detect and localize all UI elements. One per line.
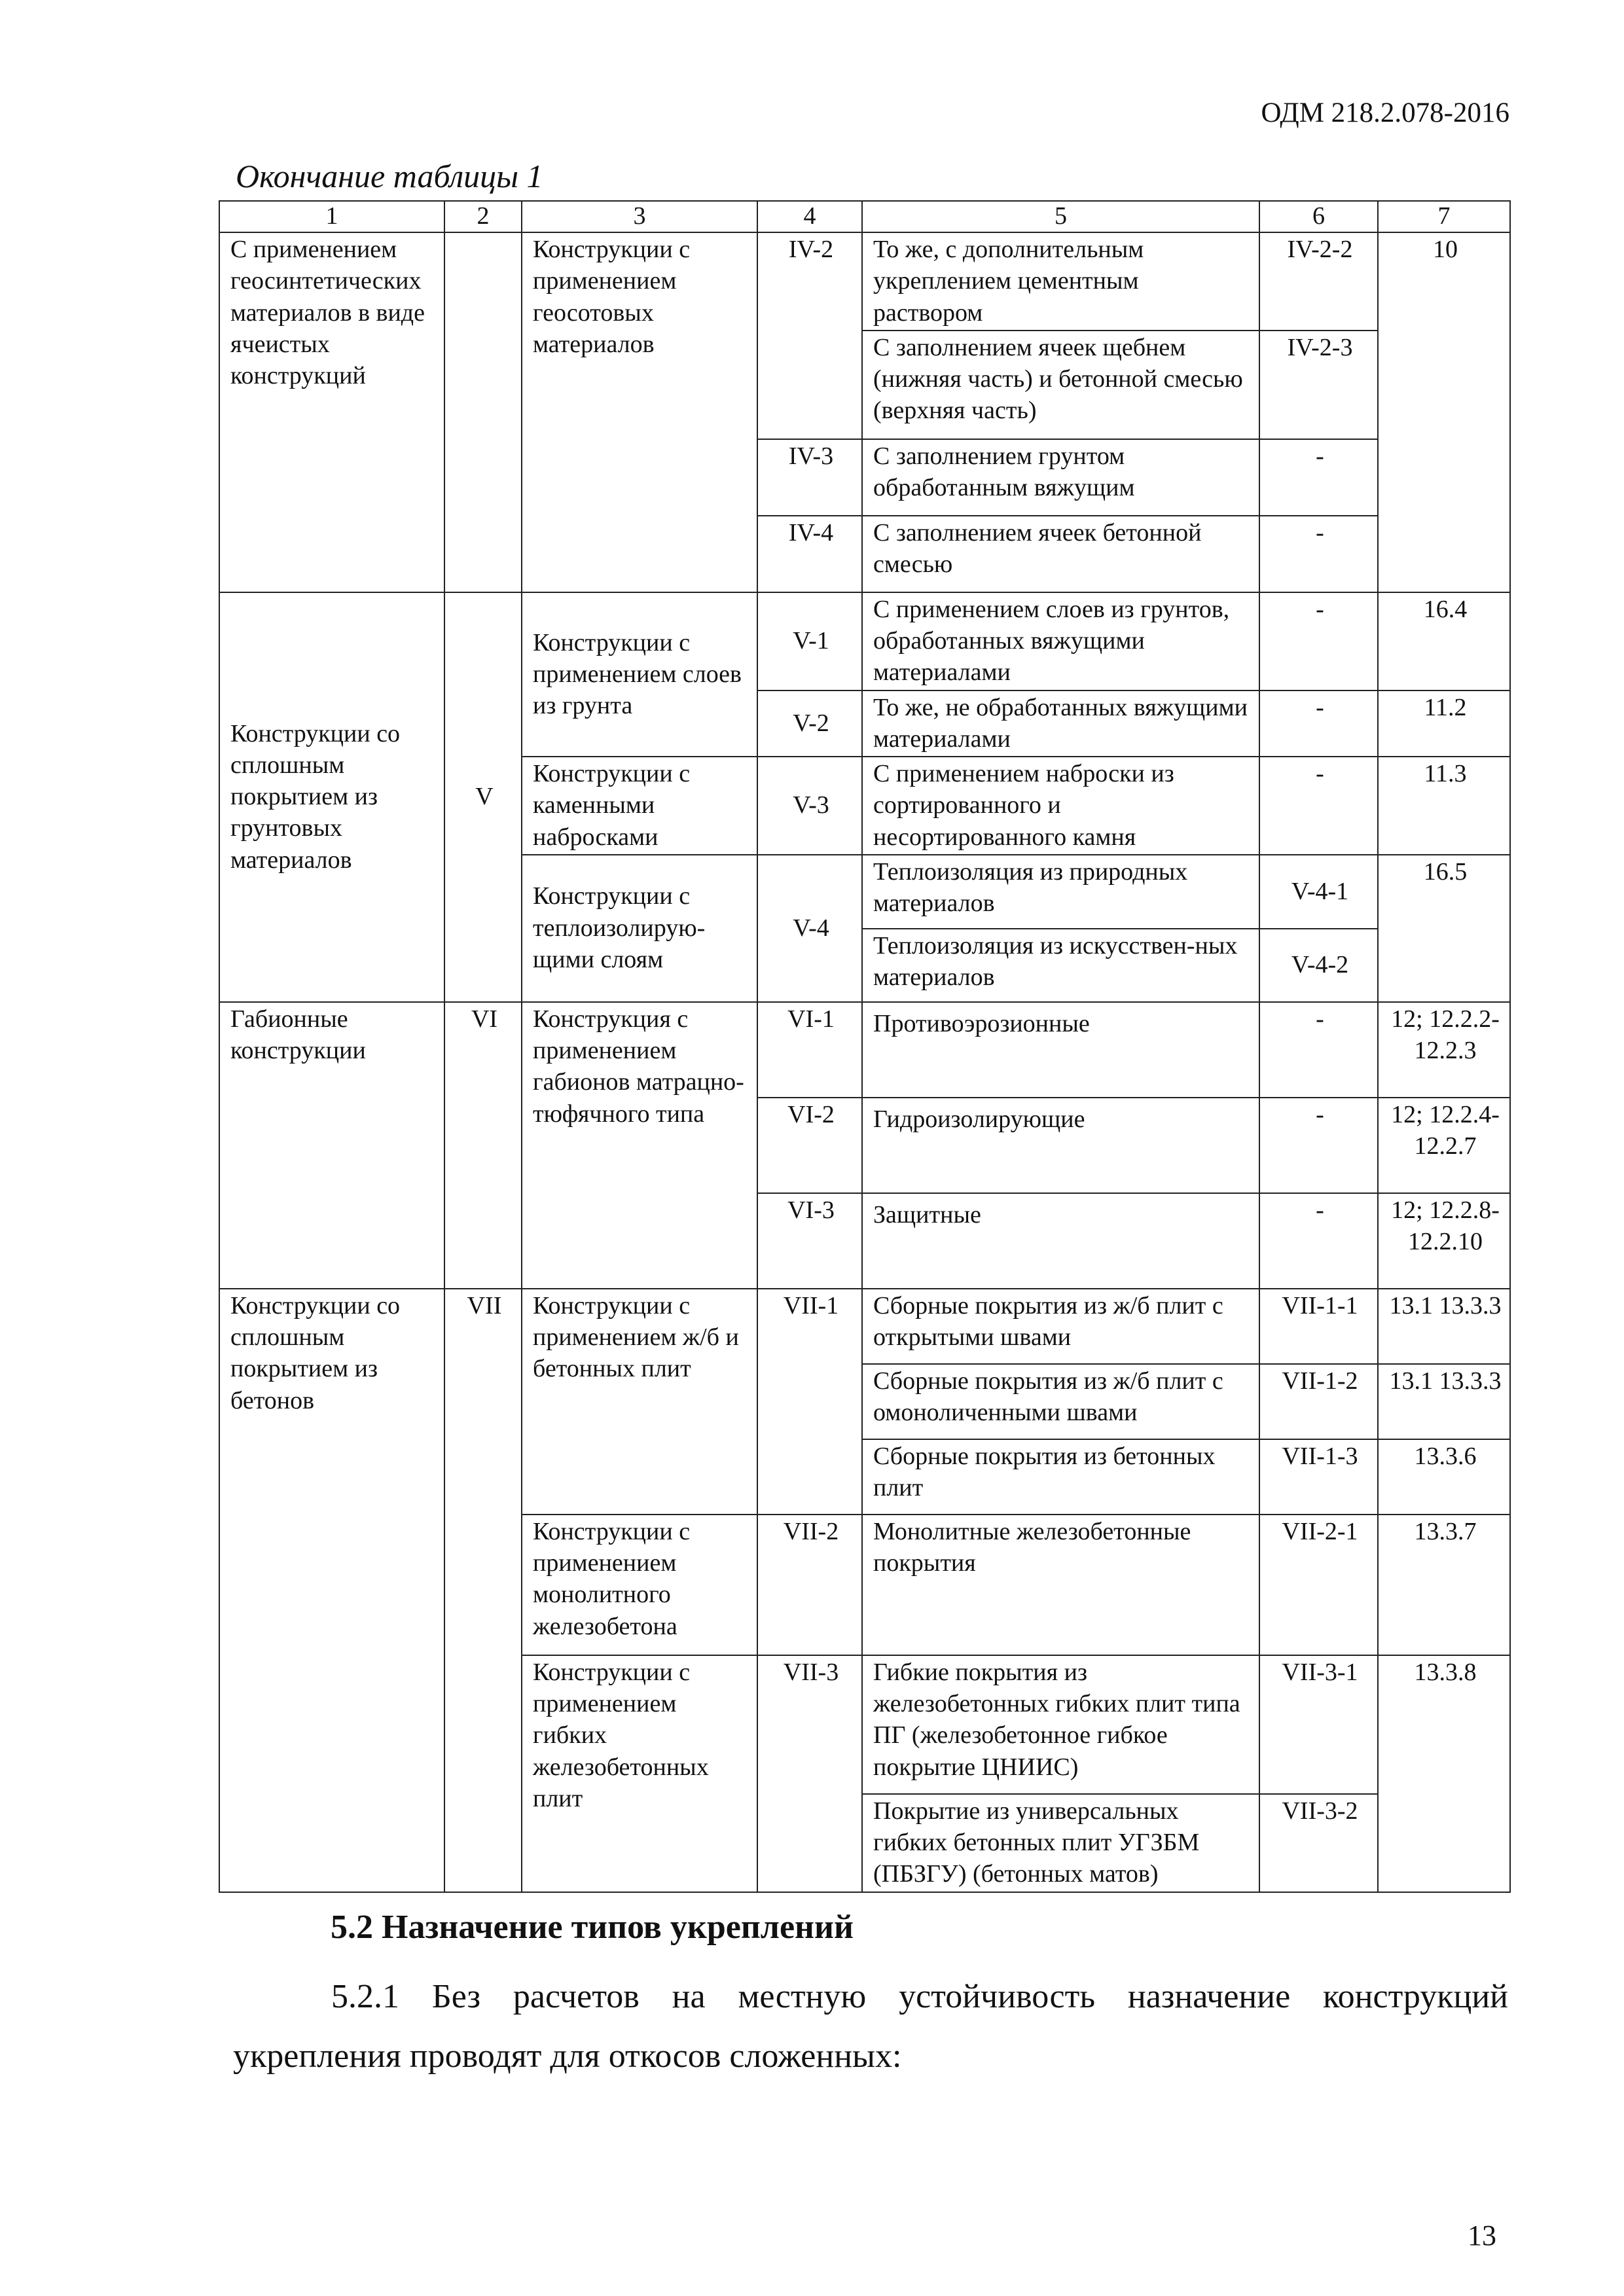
document-code: ОДМ 218.2.078-2016	[1261, 98, 1509, 128]
section-reference-cell: 11.3	[1378, 757, 1510, 855]
type-code-cell: VII-3	[757, 1655, 862, 1892]
description-cell: Теплоизоляция из искусствен-ных материалов	[862, 929, 1259, 1002]
section-reference-cell: 12; 12.2.4-12.2.7	[1378, 1098, 1510, 1193]
description-cell: Сборные покрытия из бетонных плит	[862, 1439, 1259, 1515]
group-number-cell	[444, 232, 522, 592]
section-reference-cell: 10	[1378, 232, 1510, 592]
column-number: 6	[1259, 201, 1378, 232]
subtype-code-cell: -	[1259, 516, 1378, 592]
type-code-cell: VII-2	[757, 1515, 862, 1655]
subtype-code-cell: -	[1259, 691, 1378, 757]
construction-kind-cell: Конструкции с каменными набросками	[522, 757, 757, 855]
description-cell: Теплоизоляция из природных материалов	[862, 855, 1259, 929]
column-number: 3	[522, 201, 757, 232]
subtype-code-cell: -	[1259, 592, 1378, 691]
subtype-code-cell: VII-1-1	[1259, 1289, 1378, 1364]
subtype-code-cell: VII-1-3	[1259, 1439, 1378, 1515]
group-number-cell: VI	[444, 1002, 522, 1289]
construction-kind-cell: Конструкции с применением гибких железобетонных плит	[522, 1655, 757, 1892]
section-reference-cell: 16.5	[1378, 855, 1510, 1002]
description-cell: Сборные покрытия из ж/б плит с омоноличенными швами	[862, 1364, 1259, 1439]
type-code-cell: IV-3	[757, 439, 862, 516]
subtype-code-cell: -	[1259, 1098, 1378, 1193]
type-code-cell: V-3	[757, 757, 862, 855]
type-code-cell: V-4	[757, 855, 862, 1002]
column-number: 5	[862, 201, 1259, 232]
section-heading: 5.2 Назначение типов укреплений	[331, 1909, 854, 1946]
subtype-code-cell: V-4-1	[1259, 855, 1378, 929]
section-reference-cell: 16.4	[1378, 592, 1510, 691]
construction-group-cell: Конструкции со сплошным покрытием из бетонов	[219, 1289, 444, 1892]
type-code-cell: V-2	[757, 691, 862, 757]
construction-group-cell: С применением геосинтетических материалов в виде ячеистых конструкций	[219, 232, 444, 592]
body-paragraph	[233, 1967, 1508, 2086]
description-cell: То же, не обработанных вяжущими материалами	[862, 691, 1259, 757]
paragraph-text: 5.2.1 Без расчетов на местную устойчивость назначение конструкций укрепления проводят для откосов сложенных:	[233, 1978, 1508, 2075]
page-number: 13	[1468, 2219, 1496, 2251]
column-number: 2	[444, 201, 522, 232]
type-code-cell: VII-1	[757, 1289, 862, 1515]
table-caption: Окончание таблицы 1	[236, 158, 543, 194]
description-cell: С заполнением ячеек бетонной смесью	[862, 516, 1259, 592]
type-code-cell: VI-2	[757, 1098, 862, 1193]
construction-group-cell: Конструкции со сплошным покрытием из грунтовых материалов	[219, 592, 444, 1002]
description-cell: То же, с дополнительным укреплением цементным раствором	[862, 232, 1259, 331]
classification-table	[219, 200, 1511, 1893]
subtype-code-cell: -	[1259, 1002, 1378, 1098]
subtype-code-cell: -	[1259, 1193, 1378, 1289]
subtype-code-cell: IV-2-3	[1259, 331, 1378, 439]
group-number-cell: V	[444, 592, 522, 1002]
section-reference-cell: 13.1 13.3.3	[1378, 1289, 1510, 1364]
description-cell: Гибкие покрытия из железобетонных гибких плит типа ПГ (железобетонное гибкое покрытие ЦНИИС)	[862, 1655, 1259, 1794]
section-reference-cell: 12; 12.2.2-12.2.3	[1378, 1002, 1510, 1098]
subtype-code-cell: -	[1259, 757, 1378, 855]
type-code-cell: V-1	[757, 592, 862, 691]
section-reference-cell: 11.2	[1378, 691, 1510, 757]
description-cell: С заполнением грунтом обработанным вяжущим	[862, 439, 1259, 516]
subtype-code-cell: VII-3-2	[1259, 1794, 1378, 1892]
description-cell: С применением наброски из сортированного и несортированного камня	[862, 757, 1259, 855]
column-number: 7	[1378, 201, 1510, 232]
table-row	[219, 1002, 1510, 1098]
construction-kind-cell: Конструкции с применением геосотовых материалов	[522, 232, 757, 592]
type-code-cell: IV-4	[757, 516, 862, 592]
description-cell: Покрытие из универсальных гибких бетонных плит УГЗБМ (ПБЗГУ) (бетонных матов)	[862, 1794, 1259, 1892]
table-row	[219, 232, 1510, 331]
column-number: 1	[219, 201, 444, 232]
subtype-code-cell: VII-1-2	[1259, 1364, 1378, 1439]
subtype-code-cell: VII-3-1	[1259, 1655, 1378, 1794]
description-cell: Противоэрозионные	[862, 1002, 1259, 1098]
column-number-row	[219, 201, 1510, 232]
group-number-cell: VII	[444, 1289, 522, 1892]
section-reference-cell: 12; 12.2.8-12.2.10	[1378, 1193, 1510, 1289]
subtype-code-cell: -	[1259, 439, 1378, 516]
construction-group-cell: Габионные конструкции	[219, 1002, 444, 1289]
construction-kind-cell: Конструкции с применением ж/б и бетонных плит	[522, 1289, 757, 1515]
type-code-cell: IV-2	[757, 232, 862, 439]
description-cell: Защитные	[862, 1193, 1259, 1289]
construction-kind-cell: Конструкции с применением слоев из грунта	[522, 592, 757, 757]
subtype-code-cell: IV-2-2	[1259, 232, 1378, 331]
table-row	[219, 592, 1510, 691]
description-cell: Гидроизолирующие	[862, 1098, 1259, 1193]
subtype-code-cell: V-4-2	[1259, 929, 1378, 1002]
table-row	[219, 1289, 1510, 1364]
description-cell: С применением слоев из грунтов, обработанных вяжущими материалами	[862, 592, 1259, 691]
section-reference-cell: 13.3.7	[1378, 1515, 1510, 1655]
construction-kind-cell: Конструкции с применением монолитного железобетона	[522, 1515, 757, 1655]
description-cell: Монолитные железобетонные покрытия	[862, 1515, 1259, 1655]
column-number: 4	[757, 201, 862, 232]
section-reference-cell: 13.3.8	[1378, 1655, 1510, 1892]
type-code-cell: VI-1	[757, 1002, 862, 1098]
description-cell: С заполнением ячеек щебнем (нижняя часть) и бетонной смесью (верхняя часть)	[862, 331, 1259, 439]
construction-kind-cell: Конструкции с теплоизолирую-щими слоям	[522, 855, 757, 1002]
subtype-code-cell: VII-2-1	[1259, 1515, 1378, 1655]
section-reference-cell: 13.1 13.3.3	[1378, 1364, 1510, 1439]
description-cell: Сборные покрытия из ж/б плит с открытыми швами	[862, 1289, 1259, 1364]
section-reference-cell: 13.3.6	[1378, 1439, 1510, 1515]
type-code-cell: VI-3	[757, 1193, 862, 1289]
construction-kind-cell: Конструкция с применением габионов матрацно-тюфячного типа	[522, 1002, 757, 1289]
